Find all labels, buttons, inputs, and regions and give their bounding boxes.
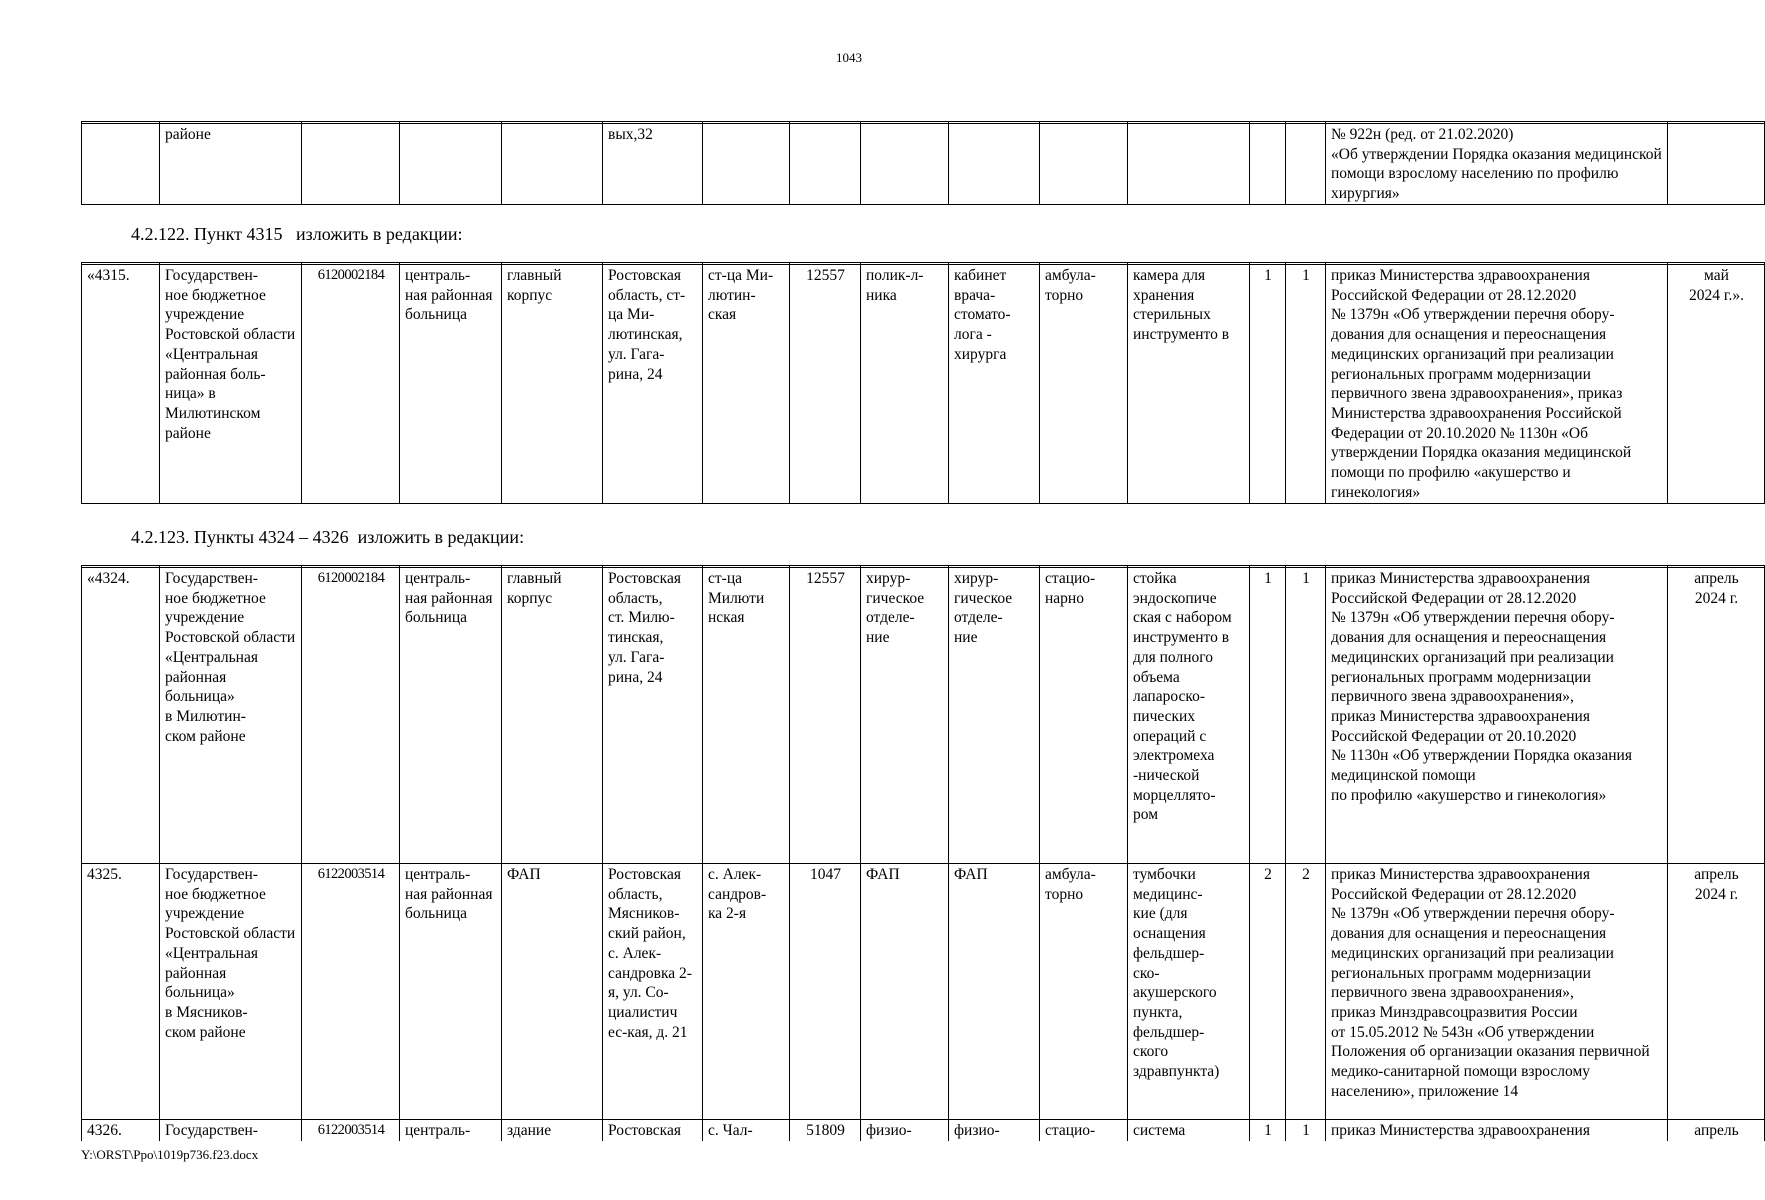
cell-division: хирур- гическое отделе- ние <box>861 568 949 864</box>
cell-locality <box>703 124 790 205</box>
cell-building: главный корпус <box>502 568 603 864</box>
cell-building: здание <box>502 1120 603 1141</box>
cell-legal-basis: приказ Министерства здравоохранения Российской Федерации от 28.12.2020 № 1379н «Об утверждении перечня обору- дования для оснащения и переоснащения медицинских организаций при реализации региональных программ модернизации первичного звена здравоохранения», приказ Минздравсоцразвития России от 15.05.2012 № 543н «Об утверждении Положения об организации оказания первичной медико-санитарной помощи взрослому населению», приложение 14 <box>1326 864 1668 1120</box>
cell-inn-code: 6120002184 <box>302 568 400 864</box>
cell-equipment-name <box>1128 124 1250 205</box>
cell-organization-type: централь- ная районная больница <box>400 568 502 864</box>
cell-qty-planned: 1 <box>1286 265 1326 504</box>
cell-inn-code: 6122003514 <box>302 864 400 1120</box>
cell-room: физио- <box>949 1120 1040 1141</box>
cell-population <box>790 124 861 205</box>
cell-division: полик-л- ника <box>861 265 949 504</box>
cell-item-number: 4326. <box>82 1120 160 1141</box>
cell-qty-required: 2 <box>1250 864 1286 1120</box>
cell-item-number <box>82 124 160 205</box>
cell-qty-planned: 1 <box>1286 1120 1326 1141</box>
cell-deadline: апрель 2024 г. <box>1668 864 1765 1120</box>
cell-room: ФАП <box>949 864 1040 1120</box>
cell-population: 12557 <box>790 265 861 504</box>
cell-institution-name: Государствен- ное бюджетное учреждение Ростовской области «Центральная районная боль- ница» в Милютинском районе <box>160 265 302 504</box>
cell-building: ФАП <box>502 864 603 1120</box>
table-row <box>82 864 1765 1120</box>
page-number: 1043 <box>836 50 862 65</box>
cell-building <box>502 124 603 205</box>
cell-locality: ст-ца Милюти нская <box>703 568 790 864</box>
table-row <box>82 568 1765 864</box>
cell-deadline: апрель 2024 г. <box>1668 568 1765 864</box>
file-path-footer: Y:\ORST\Ppo\1019p736.f23.docx <box>81 1147 259 1162</box>
cell-qty-planned: 1 <box>1286 568 1326 864</box>
cell-equipment-name: тумбочки медицинс- кие (для оснащения фельдшер- ско- акушерского пункта, фельдшер- ского здравпункта) <box>1128 864 1250 1120</box>
cell-population: 1047 <box>790 864 861 1120</box>
table-items-4324-4326 <box>81 565 1765 1141</box>
cell-address: Ростовская область, ст-ца Ми- лютинская, ул. Гага- рина, 24 <box>603 265 703 504</box>
cell-qty-required: 1 <box>1250 568 1286 864</box>
cell-deadline <box>1668 124 1765 205</box>
cell-care-form: амбула- торно <box>1040 864 1128 1120</box>
cell-deadline: май 2024 г.». <box>1668 265 1765 504</box>
cell-locality: ст-ца Ми- лютин- ская <box>703 265 790 504</box>
cell-room: кабинет врача- стомато- лога - хирурга <box>949 265 1040 504</box>
cell-institution-name: Государствен- ное бюджетное учреждение Ростовской области «Центральная районная больница» в Мясников- ском районе <box>160 864 302 1120</box>
cell-institution-name: районе <box>160 124 302 205</box>
table-row <box>82 1120 1765 1141</box>
cell-inn-code: 6120002184 <box>302 265 400 504</box>
cell-inn-code: 6122003514 <box>302 1120 400 1141</box>
cell-address: Ростовская область, ст. Милю- тинская, ул. Гага- рина, 24 <box>603 568 703 864</box>
cell-organization-type: централь- ная районная больница <box>400 265 502 504</box>
cell-equipment-name: система <box>1128 1120 1250 1141</box>
cell-qty-required: 1 <box>1250 265 1286 504</box>
cell-inn-code <box>302 124 400 205</box>
cell-institution-name: Государствен- <box>160 1120 302 1141</box>
cell-care-form: стацио- <box>1040 1120 1128 1141</box>
section-heading-4-2-122: 4.2.122. Пункт 4315 изложить в редакции: <box>131 224 463 244</box>
cell-equipment-name: стойка эндоскопиче ская с набором инструменто в для полного объема лапароско- пических операций с электромеха -нической морцеллято- ром <box>1128 568 1250 864</box>
cell-organization-type: централь- ная районная больница <box>400 864 502 1120</box>
cell-locality: с. Чал- <box>703 1120 790 1141</box>
cell-address: вых,32 <box>603 124 703 205</box>
table-row <box>82 265 1765 504</box>
cell-organization-type: централь- <box>400 1120 502 1141</box>
cell-qty-planned: 2 <box>1286 864 1326 1120</box>
cell-organization-type <box>400 124 502 205</box>
cell-division: физио- <box>861 1120 949 1141</box>
cell-deadline: апрель <box>1668 1120 1765 1141</box>
cell-address: Ростовская <box>603 1120 703 1141</box>
table-previous-continuation <box>81 121 1765 205</box>
cell-address: Ростовская область, Мясников- ский район, с. Алек- сандровка 2-я, ул. Со- циалистич ес-кая, д. 21 <box>603 864 703 1120</box>
cell-division: ФАП <box>861 864 949 1120</box>
cell-room <box>949 124 1040 205</box>
cell-item-number: «4315. <box>82 265 160 504</box>
cell-legal-basis: приказ Министерства здравоохранения Российской Федерации от 28.12.2020 № 1379н «Об утверждении перечня обору- дования для оснащения и переоснащения медицинских организаций при реализации региональных программ модернизации первичного звена здравоохранения», приказ Министерства здравоохранения Российской Федерации от 20.10.2020 № 1130н «Об утверждении Порядка оказания медицинской помощи по профилю «акушерство и гинекология» <box>1326 265 1668 504</box>
cell-qty-required <box>1250 124 1286 205</box>
cell-care-form: стацио- нарно <box>1040 568 1128 864</box>
cell-care-form: амбула- торно <box>1040 265 1128 504</box>
table-item-4315 <box>81 262 1765 504</box>
table-row <box>82 124 1765 205</box>
cell-legal-basis: № 922н (ред. от 21.02.2020) «Об утверждении Порядка оказания медицинской помощи взрослому населению по профилю хирургия» <box>1326 124 1668 205</box>
cell-qty-planned <box>1286 124 1326 205</box>
cell-population: 12557 <box>790 568 861 864</box>
cell-institution-name: Государствен- ное бюджетное учреждение Ростовской области «Центральная районная больница» в Милютин- ском районе <box>160 568 302 864</box>
section-heading-4-2-123: 4.2.123. Пункты 4324 – 4326 изложить в редакции: <box>131 527 525 547</box>
cell-item-number: 4325. <box>82 864 160 1120</box>
cell-care-form <box>1040 124 1128 205</box>
cell-item-number: «4324. <box>82 568 160 864</box>
cell-room: хирур- гическое отделе- ние <box>949 568 1040 864</box>
cell-division <box>861 124 949 205</box>
cell-legal-basis: приказ Министерства здравоохранения <box>1326 1120 1668 1141</box>
cell-building: главный корпус <box>502 265 603 504</box>
cell-locality: с. Алек- сандров- ка 2-я <box>703 864 790 1120</box>
cell-population: 51809 <box>790 1120 861 1141</box>
cell-equipment-name: камера для хранения стерильных инструменто в <box>1128 265 1250 504</box>
cell-qty-required: 1 <box>1250 1120 1286 1141</box>
cell-legal-basis: приказ Министерства здравоохранения Российской Федерации от 28.12.2020 № 1379н «Об утверждении перечня обору- дования для оснащения и переоснащения медицинских организаций при реализации региональных программ модернизации первичного звена здравоохранения», приказ Министерства здравоохранения Российской Федерации от 20.10.2020 № 1130н «Об утверждении Порядка оказания медицинской помощи по профилю «акушерство и гинекология» <box>1326 568 1668 864</box>
